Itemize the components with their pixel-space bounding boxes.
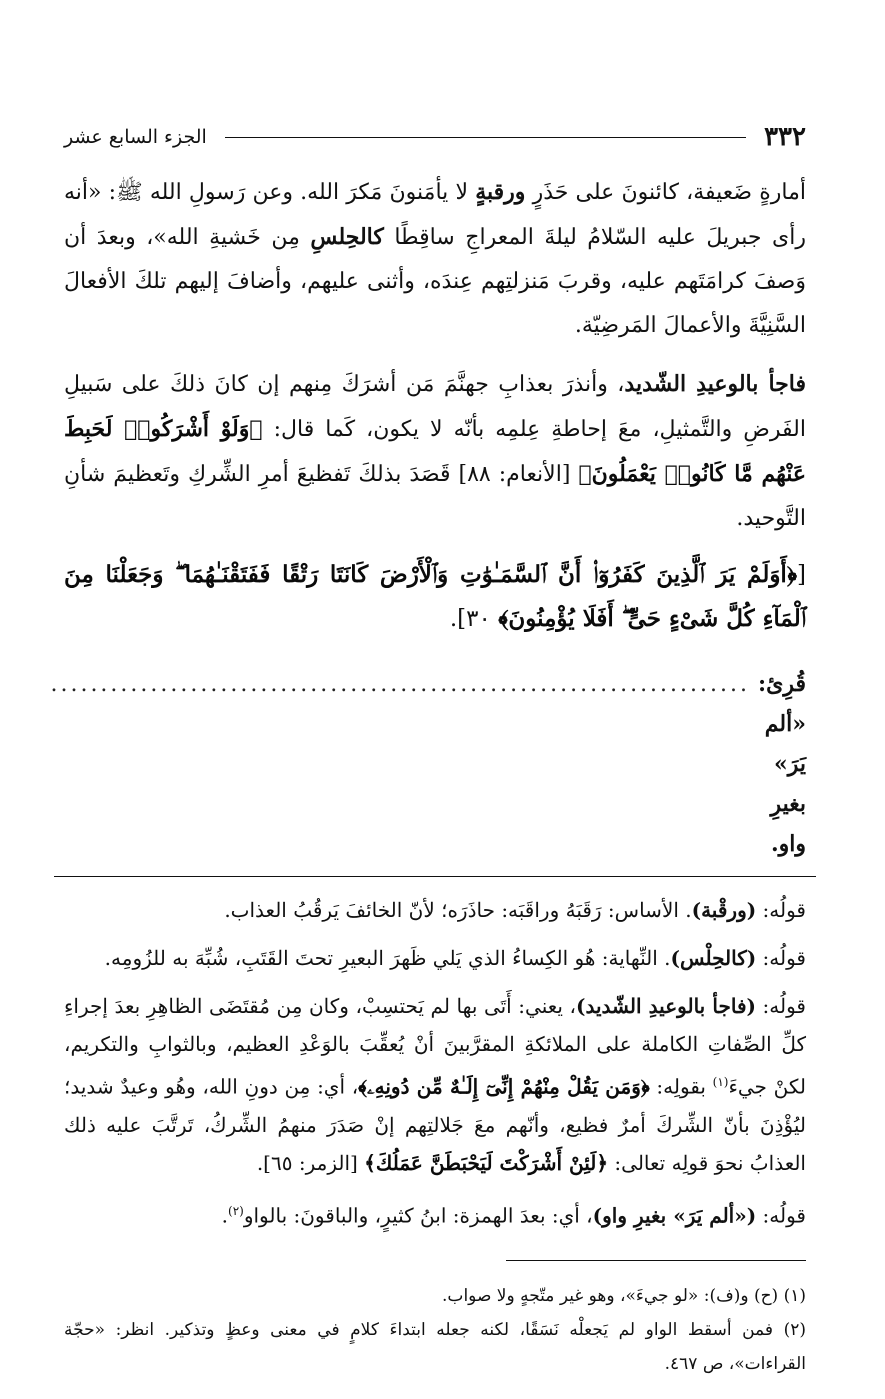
footnote-1: (١) (ح) و(ف): «لو جيءَ»، وهو غير متّجهٍ ولا صواب. xyxy=(442,1286,806,1307)
verse-number: ٣٠ xyxy=(466,606,499,632)
quran-quote: ﴿وَلَوْ أَشْرَكُوا۟ لَحَبِطَ عَنْهُم مَّا كَانُوا۟ يَعْمَلُونَ﴾ xyxy=(64,416,807,487)
quran-verse: ﴿أَوَلَمْ يَرَ ٱلَّذِينَ كَفَرُوٓا۟ أَنَّ ٱلسَّمَـٰوَٰتِ وَٱلْأَرْضَ كَانَتَا رَتْقًا فَفَتَقْنَـٰهُمَا ۖ وَجَعَلْنَا مِنَ ٱلْمَآءِ كُلَّ شَىْءٍ حَىٍّ ۖ أَفَلَا يُؤْمِنُونَ﴾ xyxy=(64,561,806,632)
header-rule xyxy=(225,137,746,138)
footnote-ref-2[interactable]: (٢) xyxy=(228,1203,244,1218)
commentary-1: قولُه: (ورقْبة). الأساس: رَقَبَهُ وراقَبَه: حاذَرَه؛ لأنّ الخائفَ يَرقُبُ العذاب. xyxy=(224,898,806,922)
page-header xyxy=(64,112,806,162)
commentary-2: قولُه: (كالحِلْس). النِّهاية: هُو الكِساءُ الذي يَلي ظَهرَ البعيرِ تحتَ القَتَبِ، شُبِّهَ به للزُومِه. xyxy=(104,946,806,970)
footnotes xyxy=(64,1279,806,1381)
footnote-ref-1[interactable]: (١) xyxy=(712,1075,729,1089)
keyword-wa3id: فاجأ بالوعيدِ الشّديد xyxy=(624,371,807,397)
main-paragraph-2: فاجأ بالوعيدِ الشّديد، وأنذرَ بعذابِ جهنَّمَ مَن أشرَكَ مِنهم إن كانَ ذلكَ على سَبيلِ الفَرضِ والتَّمثيلِ، معَ إحاطةِ عِلمِه بأنّه لا يكون، كَما قال: ﴿وَلَوْ أَشْرَكُوا۟ لَحَبِطَ عَنْهُم مَّا كَانُوا۟ يَعْمَلُونَ﴾ [الأنعام: ٨٨] قَصَدَ بذلكَ تَفظيعَ أمرِ الشِّركِ وتَعظيمَ شأنِ التَّوحيد. xyxy=(64,371,807,531)
commentary-4: قولُه: («ألم يَرَ» بغيرِ واو)، أي: بعدَ الهمزة: ابنُ كثيرٍ، والباقونَ: بالواو$^{(٢)}$. xyxy=(221,1203,806,1228)
footnote-2: (٢) فمن أسقط الواو لم يَجعلْه نَسَقًا، لكنه جعله ابتداءَ كلامٍ في معنى وعظٍ وتذكير. انظر: «حجّة القراءات»، ص ٤٦٧. xyxy=(64,1320,806,1375)
main-text xyxy=(50,170,807,864)
footnote-rule xyxy=(506,1260,806,1261)
dotted-leader: ...................................................................... xyxy=(50,672,750,697)
book-page xyxy=(50,112,807,1381)
section-divider xyxy=(54,876,816,877)
keyword-hils: كالحِلسِ xyxy=(310,224,384,250)
reading-variant xyxy=(50,664,806,864)
commentary-3: قولُه: (فاجأ بالوعيدِ الشّديد)، يعني: أَتَى بها لم يَحتسِبْ، وكان مِن مُقتَضَى الظاهِرِ بعدَ إجراءِ كلِّ الصِّفاتِ الكاملة على الملائكةِ المقرَّبينَ أنْ يُعقِّبَ بالوَعْدِ العظيم، وبالثوابِ والتكريم، لكنْ جيءَ$^{(١)}$ بقولِه: ﴿وَمَن يَقُلْ مِنْهُمْ إِنِّىٓ إِلَـٰهٌ مِّن دُونِهِۦ﴾، أي: مِن دونِ الله، وهُو وعيدٌ شديد؛ ليُؤْذِنَ بأنّ الشِّركَ أمرٌ فظيع، وأنّهم معَ جَلالتِهم إنْ صَدَرَ منهمُ الشِّركُ، تَرتَّبَ عليه ذلك العذابُ نحوَ قولِه تعالى: ﴿لَئِنْ أَشْرَكْتَ لَيَحْبَطَنَّ عَمَلُكَ﴾ [الزمر: ٦٥]. xyxy=(64,994,806,1175)
main-paragraph-1: أمارةٍ ضَعيفة، كائنونَ على حَذَرٍ ورقبةٍ لا يأمَنونَ مَكرَ الله. وعن رَسولِ الله ﷺ: «أنه رأى جبريلَ عليه السّلامُ ليلةَ المعراجِ ساقِطًا كالحِلسِ مِن خَشيةِ الله»، وبعدَ أن وَصفَ كرامَتَهم عليه، وقربَ مَنزلتِهم عِندَه، وأثنى عليهم، وأضافَ إليهم تلكَ الأفعالَ السَّنِيَّةَ والأعمالَ المَرضِيّة. xyxy=(64,179,807,338)
commentary-section xyxy=(64,891,806,1234)
keyword-raqaba: ورقبةٍ xyxy=(475,179,526,205)
running-title: الجزء السابع عشر xyxy=(64,126,207,148)
page-number: ٣٣٢ xyxy=(764,122,806,152)
reading-label: قُرِئ: «ألم يَرَ» بغيرِ واو. xyxy=(758,671,806,857)
verse-block: [﴿أَوَلَمْ يَرَ ٱلَّذِينَ كَفَرُوٓا۟ أَنَّ ٱلسَّمَـٰوَٰتِ وَٱلْأَرْضَ كَانَتَا رَتْقًا فَفَتَقْنَـٰهُمَا ۖ وَجَعَلْنَا مِنَ ٱلْمَآءِ كُلَّ شَىْءٍ حَىٍّ ۖ أَفَلَا يُؤْمِنُونَ﴾ ٣٠]. xyxy=(64,561,806,632)
